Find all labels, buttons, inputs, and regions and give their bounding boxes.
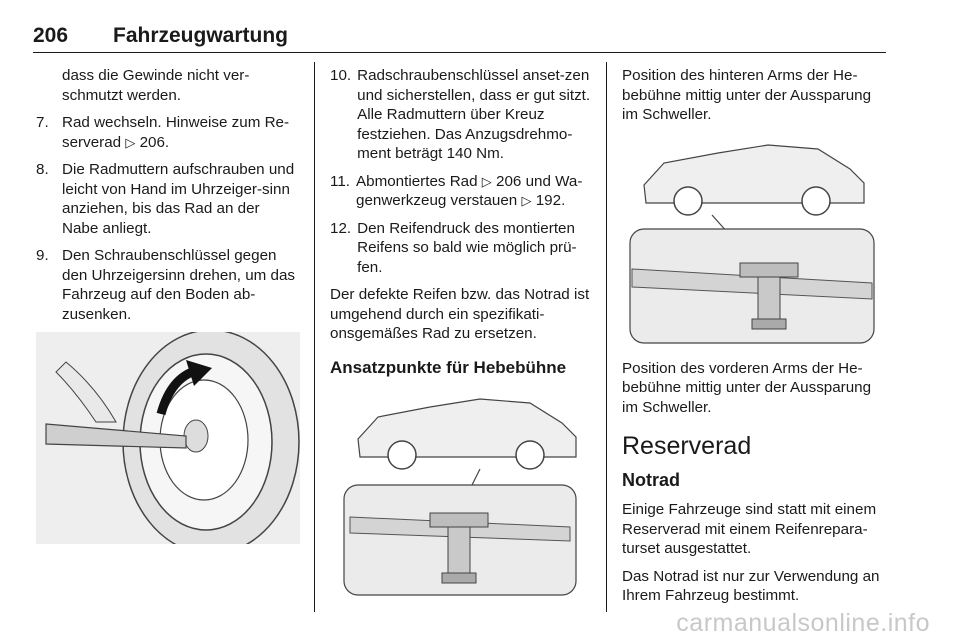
paragraph: Der defekte Reifen bzw. das Notrad ist umgehend durch ein spezifikati-onsgemäßes Rad zu ersetzen. [330,286,590,342]
arrow-right-icon: ▷ [481,173,492,189]
lift-point-illustration-front [330,387,590,599]
subsection-title: Notrad [622,469,680,490]
watermark: carmanualsonline.info [676,609,930,637]
column-3 [622,66,886,614]
paragraph: Einige Fahrzeuge sind statt mit einem Reserverad mit einem Reifenrepara-turset ausgestattet. [622,501,877,557]
section-heading: Ansatzpunkte für Hebebühne [330,357,567,377]
list-item: 12. Den Reifendruck des montierten Reifens so bald wie möglich prü-fen. [330,219,577,276]
continued-text: dass die Gewinde nicht ver-schmutzt werden. [62,67,250,104]
column-divider-1 [314,62,315,612]
paragraph: Position des vorderen Arms der He-bebühne mittig unter der Aussparung im Schweller. [622,359,872,416]
list-item: 11. Abmontiertes Rad ▷ 206 und Wa-genwerkzeug verstauen ▷ 192. [330,172,583,209]
list-item: 10. Radschraubenschlüssel anset-zen und sicherstellen, dass er gut sitzt. Alle Radmuttern über Kreuz festziehen. Das Anzugsdrehmo-ment beträgt 140 Nm. [330,67,591,162]
column-1 [36,66,300,544]
lift-point-illustration-rear [622,133,882,347]
list-item: 8. Die Radmuttern aufschrauben und leicht von Hand im Uhrzeiger-sinn anziehen, bis das Rad an der Nabe anliegt. [36,161,295,237]
wheel-wrench-illustration [36,332,300,544]
paragraph: Position des hinteren Arms der He-bebühne mittig unter der Aussparung im Schweller. [622,67,872,123]
paragraph: Das Notrad ist nur zur Verwendung an Ihrem Fahrzeug bestimmt. [622,567,880,604]
list-item: 9. Den Schraubenschlüssel gegen den Uhrzeigersinn drehen, um das Fahrzeug auf den Boden ab-zusenken. [36,247,296,323]
chapter-title: Fahrzeugwartung [113,24,289,47]
column-divider-2 [606,62,607,612]
section-title: Reserverad [622,432,752,460]
arrow-right-icon: ▷ [125,134,136,150]
page-number: 206 [33,24,69,47]
list-item: 7. Rad wechseln. Hinweise zum Re-serverad ▷ 206. [36,114,290,151]
arrow-right-icon: ▷ [521,193,532,208]
column-2 [330,66,592,599]
page-header [33,18,886,53]
